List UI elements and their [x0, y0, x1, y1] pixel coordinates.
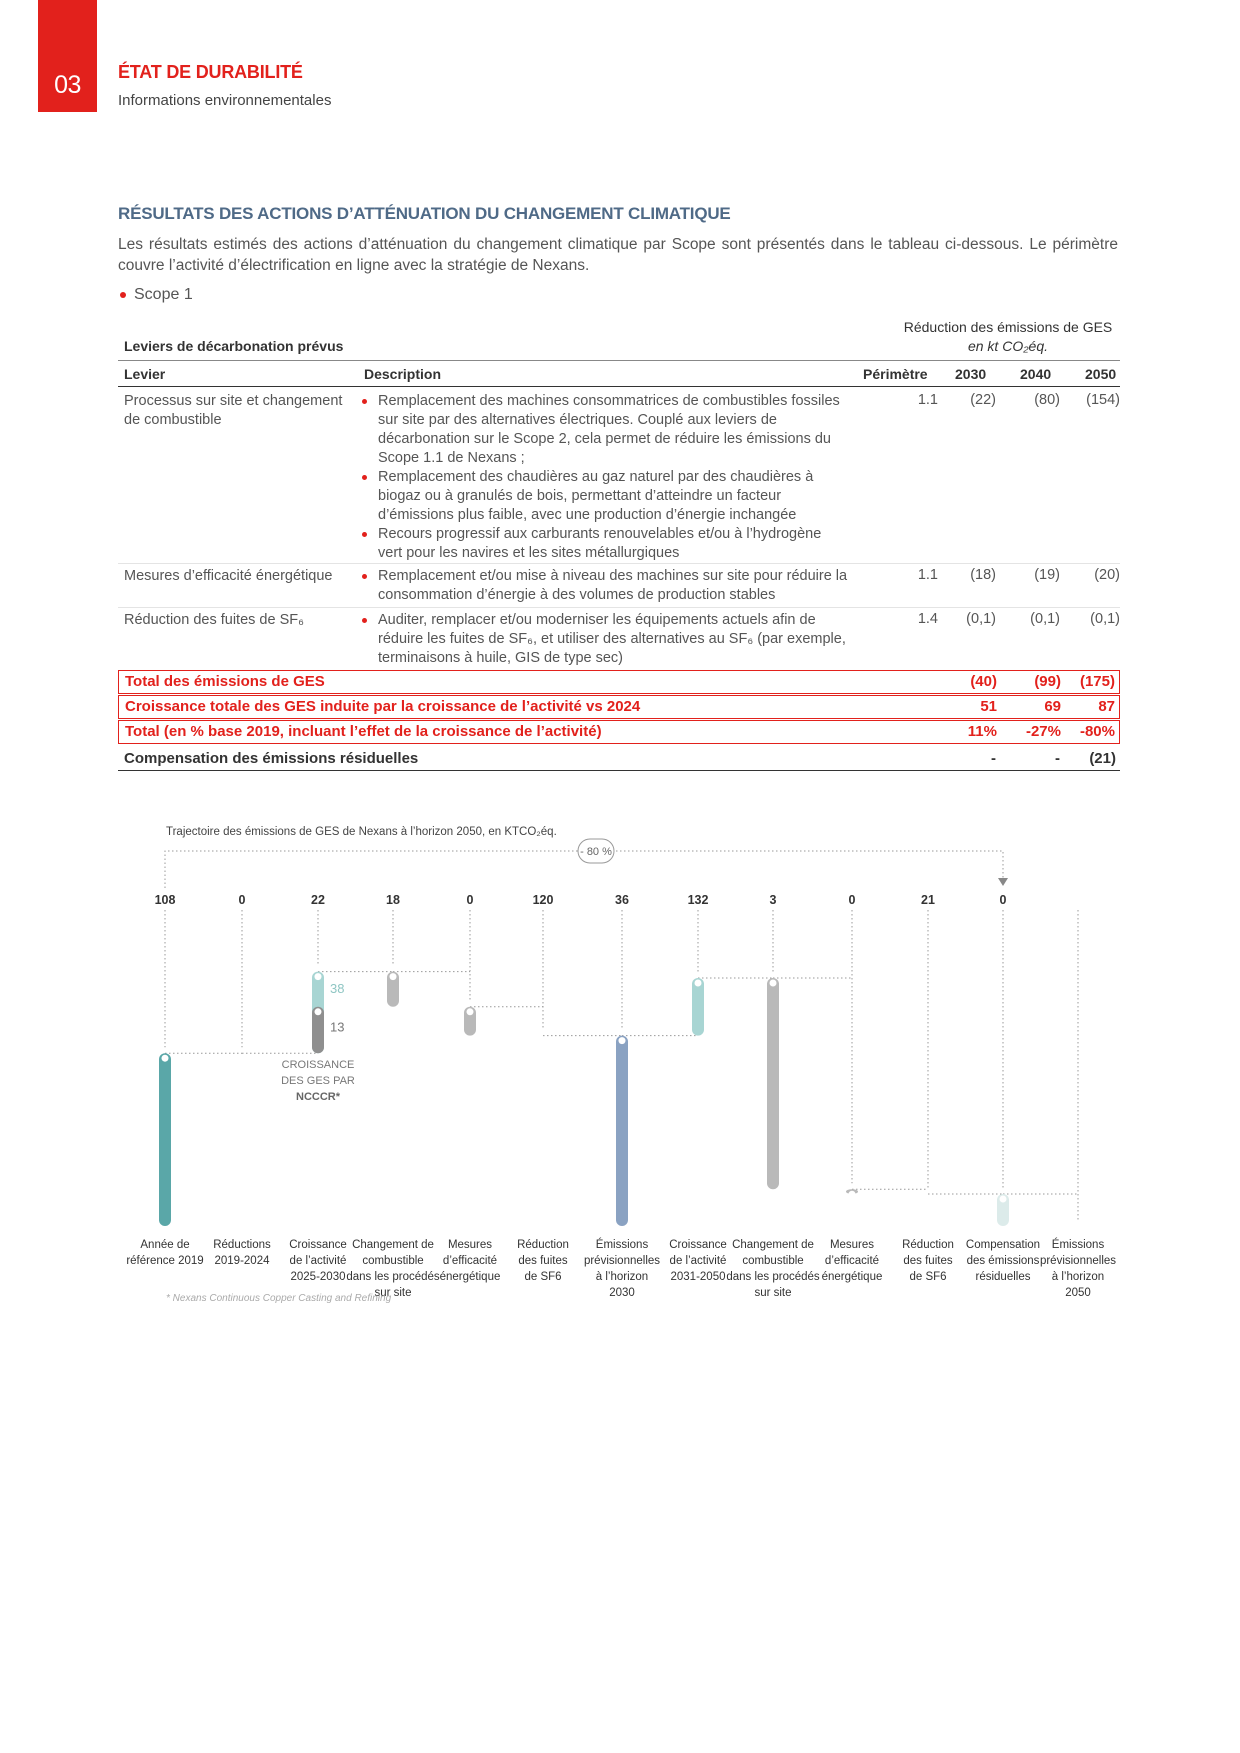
reduction-badge-label: - 80 %: [580, 846, 612, 858]
category-label: sur site: [754, 1287, 792, 1299]
row-perimetre: 1.1: [917, 567, 938, 583]
value-label: 108: [154, 893, 176, 907]
total-label: Croissance totale des GES induite par la croissance de l’activité vs 2024: [125, 698, 641, 715]
value-label: 120: [532, 893, 554, 907]
bar-cap-marker: [467, 1008, 474, 1015]
bar: [159, 1053, 171, 1226]
col-levier: Levier: [124, 366, 166, 382]
section-number: 03: [54, 71, 81, 99]
category-label: d’efficacité: [824, 1255, 880, 1267]
value-label: 0: [466, 893, 474, 907]
category-label: de l’activité: [289, 1255, 347, 1267]
row-2050: (0,1): [1090, 611, 1120, 627]
row-levier: Réduction des fuites de SF₆: [124, 612, 304, 628]
category-label: à l’horizon: [1051, 1271, 1105, 1283]
bar: [767, 978, 779, 1189]
row-2040: (19): [1034, 567, 1060, 583]
row-levier: Processus sur site et changement de combustible: [124, 393, 343, 428]
category-label: de l’activité: [669, 1255, 727, 1267]
category-label: à l’horizon: [595, 1271, 649, 1283]
category-label: sur site: [374, 1287, 412, 1299]
value-label: 0: [238, 893, 246, 907]
value-label: 36: [615, 893, 629, 907]
category-label: Mesures: [829, 1239, 875, 1251]
value-label: 132: [687, 893, 709, 907]
bar-cap-marker: [162, 1055, 169, 1062]
compensation-2030: -: [991, 750, 996, 767]
category-label: Mesures: [447, 1239, 493, 1251]
category-label: des fuites: [518, 1255, 568, 1267]
reduction-header-unit: en kt CO₂éq.: [967, 338, 1049, 354]
bar-cap-marker: [770, 980, 777, 987]
value-label: 18: [386, 893, 400, 907]
growth-dark-value: 13: [330, 1019, 345, 1035]
row-2030: (0,1): [966, 611, 996, 627]
bar-cap-marker: [315, 1008, 322, 1015]
category-label: 2031-2050: [670, 1271, 726, 1283]
category-label: combustible: [742, 1255, 804, 1267]
category-label: Réduction: [902, 1239, 954, 1251]
bar-cap-marker: [315, 973, 322, 980]
category-label: Croissance: [289, 1239, 347, 1251]
category-label: Émissions: [595, 1239, 649, 1251]
chart-title: Trajectoire des émissions de GES de Nexans à l’horizon 2050, en KTCO₂éq.: [166, 826, 557, 838]
row-2050: (20): [1094, 567, 1120, 583]
total-label: Total des émissions de GES: [125, 673, 325, 690]
category-label: Émissions: [1051, 1239, 1105, 1251]
category-label: dans les procédés: [346, 1271, 440, 1283]
row-2030: (18): [970, 567, 996, 583]
scope-label-text: Scope 1: [134, 286, 193, 303]
category-label: Réduction: [517, 1239, 569, 1251]
col-2050: 2050: [1085, 366, 1117, 382]
category-label: des fuites: [903, 1255, 953, 1267]
page-heading: RÉSULTATS DES ACTIONS D’ATTÉNUATION DU CHANGEMENT CLIMATIQUE: [118, 204, 731, 223]
bullet-text: Remplacement des machines consommatrices de combustibles fossiles sur site par des alternatives électriques. Couplé aux leviers de décarbonation sur le Scope 2, cela permet de réduire les émissions du Scope 1.1 de Nexans ;: [378, 393, 840, 466]
category-label: 2030: [609, 1287, 635, 1299]
chart-footnote: * Nexans Continuous Copper Casting and Refining: [166, 1293, 392, 1304]
growth-label: NCCCR*: [296, 1091, 340, 1103]
bar: [616, 1036, 628, 1226]
compensation-2040: -: [1055, 750, 1060, 767]
category-label: de SF6: [909, 1271, 947, 1283]
category-label: énergétique: [439, 1271, 501, 1283]
value-label: 22: [311, 893, 325, 907]
category-label: Croissance: [669, 1239, 727, 1251]
row-perimetre: 1.1: [917, 392, 938, 408]
bullet-text: Remplacement des chaudières au gaz naturel par des chaudières à biogaz ou à granulés de bois, permettant d’atteindre un facteur d’émissions plus faible, avec une production d’énergie inchangée: [378, 469, 814, 523]
bar-cap-marker: [695, 980, 702, 987]
category-label: résiduelles: [975, 1271, 1031, 1283]
category-label: référence 2019: [126, 1255, 204, 1267]
bar: [692, 978, 704, 1036]
row-2030: (22): [970, 392, 996, 408]
total-2050: -80%: [1079, 723, 1115, 740]
row-2040: (0,1): [1030, 611, 1060, 627]
col-perimetre: Périmètre: [863, 366, 928, 382]
category-label: 2050: [1065, 1287, 1091, 1299]
col-2040: 2040: [1020, 366, 1052, 382]
category-label: Compensation: [965, 1239, 1041, 1251]
compensation-2050: (21): [1089, 750, 1116, 767]
category-label: de SF6: [524, 1271, 562, 1283]
total-2040: -27%: [1025, 723, 1061, 740]
row-2040: (80): [1034, 392, 1060, 408]
row-perimetre: 1.4: [917, 611, 938, 627]
total-label: Total (en % base 2019, incluant l’effet de la croissance de l’activité): [125, 723, 602, 740]
category-label: Réductions: [213, 1239, 271, 1251]
row-levier: Mesures d’efficacité énergétique: [124, 568, 333, 584]
category-label: d’efficacité: [442, 1255, 498, 1267]
growth-label: CROISSANCE: [281, 1059, 355, 1071]
bar-cap-marker: [1000, 1196, 1007, 1203]
total-2040: (99): [1034, 673, 1061, 690]
arrow-down-icon: [998, 878, 1008, 886]
intro-paragraph: Les résultats estimés des actions d’atténuation du changement climatique par Scope sont présentés dans le tableau ci-dessous. Le périmètre couvre l’activité d’électrification en ligne avec la stratégie de Nexans.: [118, 236, 1118, 274]
category-label: 2019-2024: [214, 1255, 270, 1267]
category-label: prévisionnelles: [1039, 1255, 1117, 1267]
category-label: Changement de: [732, 1239, 814, 1251]
compensation-label: Compensation des émissions résiduelles: [124, 750, 419, 767]
reduction-header-title: Réduction des émissions de GES: [903, 319, 1113, 335]
total-2030: 11%: [967, 723, 997, 740]
row-2050: (154): [1086, 392, 1120, 408]
category-label: Changement de: [352, 1239, 434, 1251]
total-2030: (40): [970, 673, 997, 690]
category-label: prévisionnelles: [583, 1255, 661, 1267]
bullet-text: Auditer, remplacer et/ou moderniser les équipements actuels afin de réduire les fuites de SF₆, et utiliser des alternatives au SF₆ (par exemple, terminaisons à huile, GIS de type sec): [378, 612, 846, 666]
growth-light-value: 38: [330, 981, 345, 997]
group-title: Leviers de décarbonation prévus: [124, 338, 344, 354]
category-label: Année de: [140, 1239, 190, 1251]
category-label: 2025-2030: [290, 1271, 346, 1283]
total-2040: 69: [1044, 698, 1061, 715]
growth-label: DES GES PAR: [281, 1075, 355, 1087]
bar-cap-marker: [619, 1037, 626, 1044]
value-label: 0: [848, 893, 856, 907]
bar-cap-marker: [390, 973, 397, 980]
category-label: des émissions: [966, 1255, 1040, 1267]
section-subtitle: Informations environnementales: [118, 92, 332, 109]
total-2030: 51: [980, 698, 997, 715]
total-2050: 87: [1098, 698, 1115, 715]
category-label: dans les procédés: [726, 1271, 820, 1283]
value-label: 3: [769, 893, 777, 907]
value-label: 21: [921, 893, 935, 907]
bullet-text: Remplacement et/ou mise à niveau des machines sur site pour réduire la consommation d’énergie à des volumes de production stables: [378, 568, 848, 603]
col-2030: 2030: [955, 366, 987, 382]
bullet-text: Recours progressif aux carburants renouvelables et/ou à l’hydrogène vert pour les navires et les sites métallurgiques: [378, 526, 822, 561]
bar-cap-marker: [849, 1191, 856, 1198]
section-title: ÉTAT DE DURABILITÉ: [118, 62, 303, 82]
total-2050: (175): [1079, 673, 1115, 690]
value-label: 0: [999, 893, 1007, 907]
category-label: combustible: [362, 1255, 424, 1267]
category-label: énergétique: [821, 1271, 883, 1283]
col-description: Description: [364, 366, 442, 382]
